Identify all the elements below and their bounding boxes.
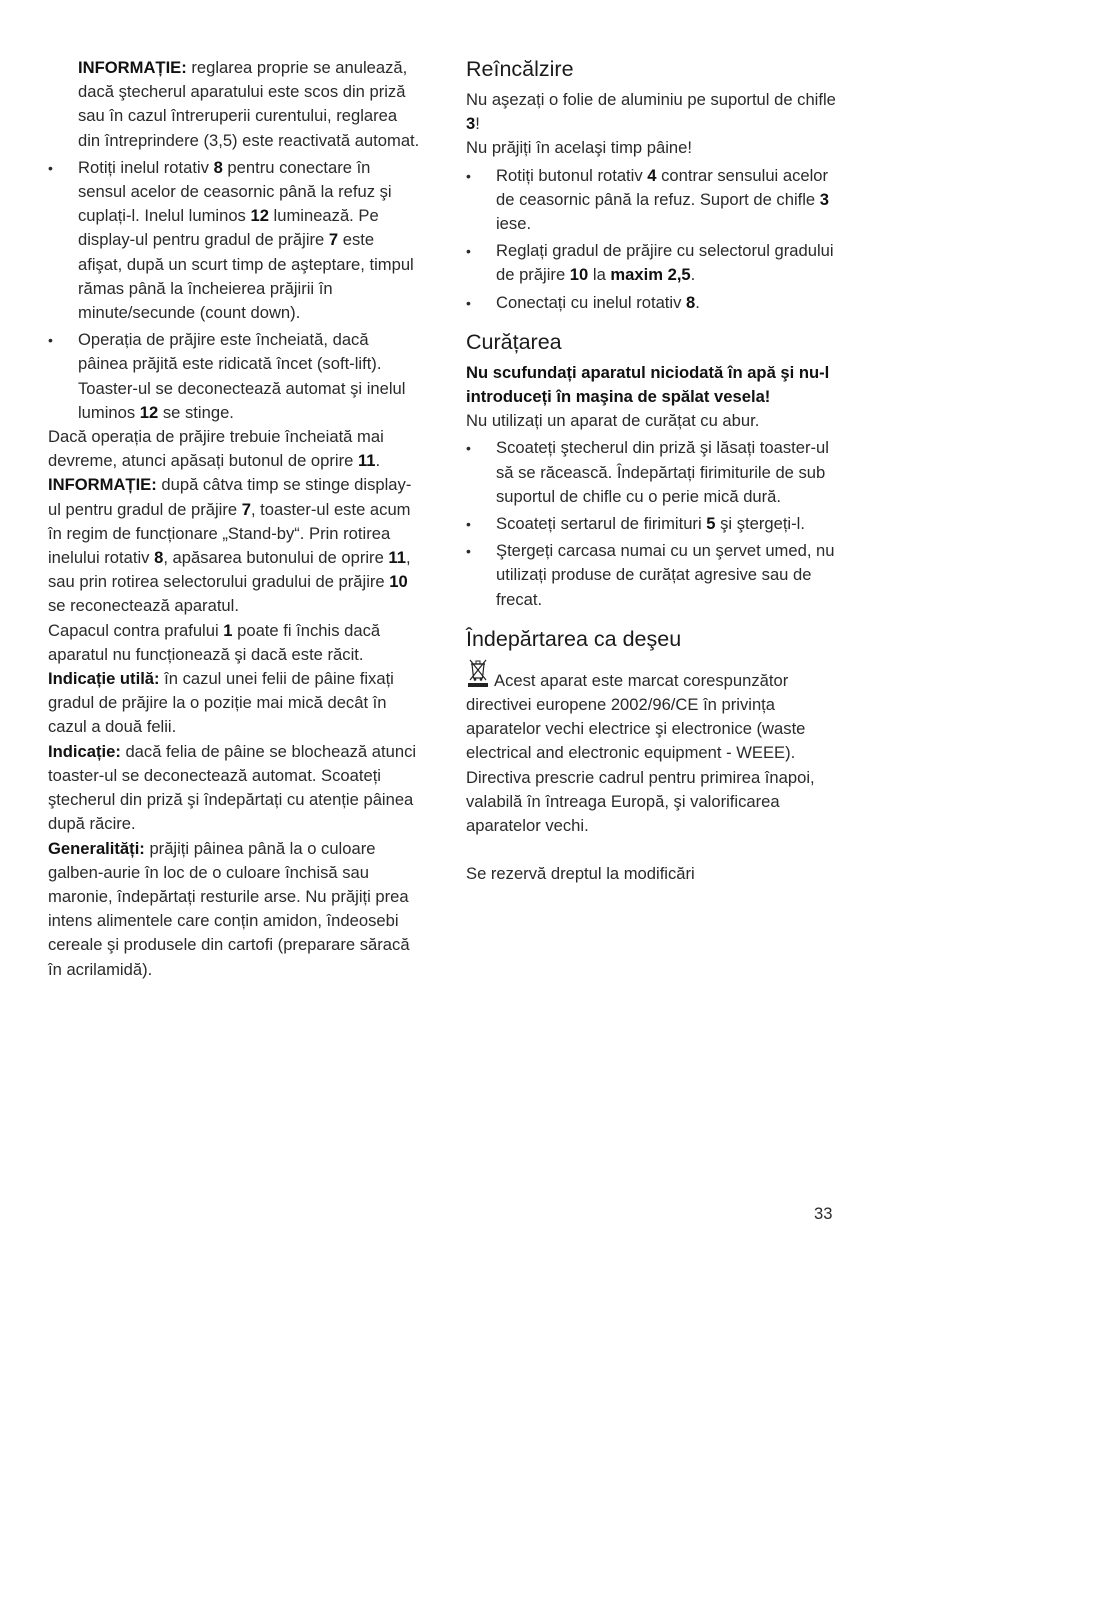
bullet-dot: • (466, 243, 471, 260)
bullet-dot: • (466, 516, 471, 533)
bullet-item: • Rotiți butonul rotativ 4 contrar sensului acelor de ceasornic până la refuz. Suport de chifle 3 iese. (466, 165, 830, 234)
bullet-dot: • (466, 167, 471, 184)
reheat-warning-bread: Nu prăjiți în acelaşi timp pâine! (466, 138, 692, 158)
bullet-item: • Scoateți ştecherul din priză şi lăsați toaster-ul să se răcească. Îndepărtați firimiturile de sub suportul de chifle cu o perie mică dură. (466, 438, 829, 506)
reheat-warning-foil: Nu aşezați o folie de aluminiu pe suportul de chifle 3! (466, 90, 836, 134)
bullet-dot: • (466, 440, 471, 457)
weee-crossed-bin-icon (466, 658, 490, 688)
tip-paragraph: Indicație: dacă felia de pâine se blochează atunci toaster-ul se deconectează automat. Scoateți ştecherul din priză şi îndepărtați cu atenție pâinea după răcire. (48, 741, 417, 834)
left-column (48, 56, 420, 982)
useful-tip-paragraph: Indicație utilă: în cazul unei felii de pâine fixați gradul de prăjire la o poziție mai mică decât în cazul a două felii. (48, 669, 394, 737)
bullet-item: • Scoateți sertarul de firimituri 5 şi ştergeți-l. (466, 512, 846, 536)
page-number: 33 (814, 1204, 833, 1223)
info-paragraph-2: INFORMAȚIE: după câtva timp se stinge display-ul pentru gradul de prăjire 7, toaster-ul este acum în regim de funcționare „Stand-by“. Prin rotirea inelului rotativ 8, apăsarea butonului de oprire 11, sau prin rotirea selectorului gradului de prăjire 10 se reconectează aparatul. (48, 475, 412, 616)
dust-cover-paragraph: Capacul contra prafului 1 poate fi închis dacă aparatul nu funcționează şi dacă este răcit. (48, 620, 381, 664)
heading-reheating: Reîncălzire (466, 57, 574, 81)
bullet-dot: • (48, 159, 53, 176)
bullet-item: • Rotiți inelul rotativ 8 pentru conectare în sensul acelor de ceasornic până la refuz şi cuplați-l. Inelul luminos 12 luminează. Pe display-ul pentru gradul de prăjire 7 este afişat, după un scurt timp de aşteptare, timpul rămas până la încheierea prăjirii în minute/secunde (count down). (48, 157, 414, 323)
bullet-dot: • (48, 332, 53, 349)
bullet-item: • Operația de prăjire este încheiată, dacă pâinea prăjită este ridicată încet (soft-lift). Toaster-ul se deconectează automat şi inelul luminos 12 se stinge. (48, 330, 406, 422)
bullet-item: • Reglați gradul de prăjire cu selectorul gradului de prăjire 10 la maxim 2,5. (466, 241, 834, 285)
bullet-dot: • (466, 543, 471, 560)
disposal-paragraph: Acest aparat este marcat corespunzător directivei europene 2002/96/CE în privința aparatelor vechi electrice şi electronice (waste electrical and electronic equipment - WEEE). Directiva prescrie cadrul pentru primirea înapoi, valabilă în întreaga Europă, şi valorificarea aparatelor vechi. (466, 658, 846, 838)
heading-disposal: Îndepărtarea ca deşeu (466, 626, 682, 651)
rights-reserved-note: Se rezervă dreptul la modificări (466, 864, 695, 884)
info-paragraph-1: INFORMAȚIE: reglarea proprie se anulează, dacă ştecherul aparatului este scos din priză sau în cazul întreruperii curentului, reglarea din întreprindere (3,5) este reactivată automat. (78, 58, 420, 150)
bullet-item: • Conectați cu inelul rotativ 8. (466, 291, 846, 315)
bullet-dot: • (466, 294, 471, 311)
steam-cleaner-note: Nu utilizați un aparat de curățat cu abur. (466, 411, 760, 431)
right-column (466, 56, 846, 886)
cleaning-warning: Nu scufundați aparatul niciodată în apă şi nu-l introduceți în maşina de spălat vesela! (466, 362, 830, 407)
bullet-item: • Ştergeți carcasa numai cu un şervet umed, nu utilizați produse de curățat agresive sau de frecat. (466, 541, 835, 609)
stop-early-paragraph: Dacă operația de prăjire trebuie încheiată mai devreme, atunci apăsați butonul de oprire 11. (48, 427, 384, 471)
general-paragraph: Generalități: prăjiți pâinea până la o culoare galben-aurie în loc de o culoare închisă sau maronie, îndepărtați resturile arse. Nu prăjiți prea intens alimentele care conțin amidon, îndeosebi cereale şi produsele din cartofi (preparare săracă în acrilamidă). (48, 838, 410, 979)
heading-cleaning: Curățarea (466, 329, 562, 354)
